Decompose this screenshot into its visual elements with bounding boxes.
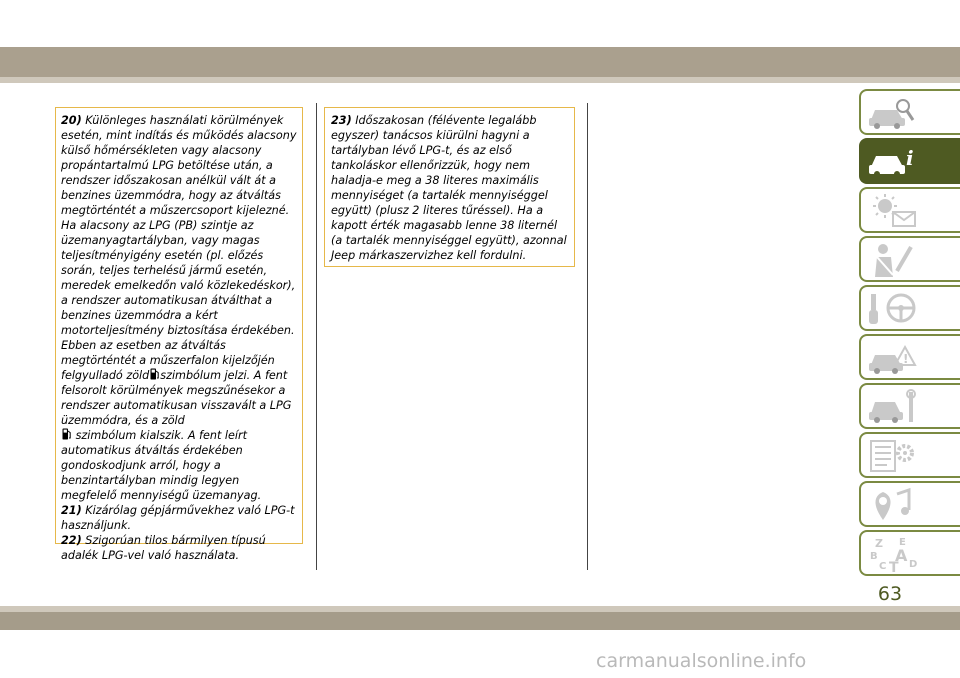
svg-text:!: ! <box>903 352 909 366</box>
svg-text:A: A <box>895 546 908 565</box>
car-emergency-icon <box>867 339 919 377</box>
notes-right-box <box>324 107 575 267</box>
header-strip <box>0 77 960 83</box>
note-23: 23) Időszakosan (félévente legalább egyszer) tanácsos kiürülni hagyni a tartályban lévő LPG-t, és az első tankoláskor ellenőrizzük, hogy nem haladja-e meg a 38 literes maximális mennyiséget (a tartalék mennyiséggel együtt) (plusz 2 literes tűréssel). Ha a kapott érték magasabb lenne 38 liternél (a tartalék mennyiséggel együtt), azonnal Jeep márkaszervizhez kell fordulni. <box>331 114 567 262</box>
tab-emergency[interactable] <box>859 334 960 380</box>
car-info-icon <box>867 143 919 181</box>
tab-servicing[interactable] <box>859 383 960 429</box>
watermark: carmanualsonline.info <box>596 650 807 672</box>
tab-car-search[interactable] <box>859 89 960 135</box>
svg-text:i: i <box>906 146 914 170</box>
multimedia-icon <box>867 486 919 524</box>
technical-data-icon <box>867 437 919 475</box>
car-maintenance-icon <box>867 388 919 426</box>
svg-text:T: T <box>889 560 899 573</box>
key-steering-wheel-icon <box>867 290 919 328</box>
note-21: 21) Kizárólag gépjárművekhez való LPG-t használjunk. <box>61 504 295 532</box>
svg-text:E: E <box>899 537 906 548</box>
svg-text:D: D <box>909 559 918 570</box>
svg-text:Z: Z <box>875 537 883 550</box>
svg-text:B: B <box>870 551 878 562</box>
page-number: 63 <box>877 583 903 605</box>
header-band <box>0 47 960 77</box>
seatbelt-airbag-icon <box>867 241 919 279</box>
tab-car-info[interactable] <box>859 138 960 184</box>
tab-safety[interactable] <box>859 236 960 282</box>
footer-band <box>0 612 960 630</box>
warning-light-message-icon <box>867 192 919 230</box>
lpg-fuel-icon <box>150 368 159 380</box>
svg-text:C: C <box>879 561 887 572</box>
tab-multimedia[interactable] <box>859 481 960 527</box>
alphabetical-index-icon <box>867 535 919 573</box>
car-search-icon <box>867 94 919 132</box>
tab-technical-data[interactable] <box>859 432 960 478</box>
note-20: 20) Különleges használati körülmények esetén, mint indítás és működés alacsony külső hőmérsékleten vagy alacsony propántartalmú LPG betöltése után, a rendszer időszakosan anélkül vált át a benzines üzemmódra, hogy az átváltás megtörténtét a műszercsoport kijelezné. Ha alacsony az LPG (PB) szintje az üzemanyagtartályban, vagy magas teljesítményigény esetén (pl. előzés során, teljes terhelésű jármű esetén, meredek emelkedőn való közlekedéskor), a rendszer automatikusan átválthat a benzines üzemmódra a kért motorteljesítmény biztosítása érdekében. Ebben az esetben az átváltás megtörténtét a műszerfalon kijelzőjén felgyulladó zöld szimbólum jelzi. A fent felsorolt körülmények megszűnésekor a rendszer automatikusan visszavált a LPG üzemmódra, és a zöld szimbólum kialszik. A fent leírt automatikus átváltás érdekében gondoskodjunk arról, hogy a benzintartályban mindig legyen megfelelő mennyiségű üzemanyag. <box>61 114 297 502</box>
column-divider <box>316 103 317 570</box>
tab-starting-driving[interactable] <box>859 285 960 331</box>
note-22: 22) Szigorúan tilos bármilyen típusú adalék LPG-vel való használata. <box>61 534 266 562</box>
tab-warning-lights[interactable] <box>859 187 960 233</box>
tab-index[interactable] <box>859 530 960 576</box>
notes-left-box <box>55 107 303 562</box>
column-divider <box>587 103 588 570</box>
lpg-fuel-icon <box>62 428 71 440</box>
